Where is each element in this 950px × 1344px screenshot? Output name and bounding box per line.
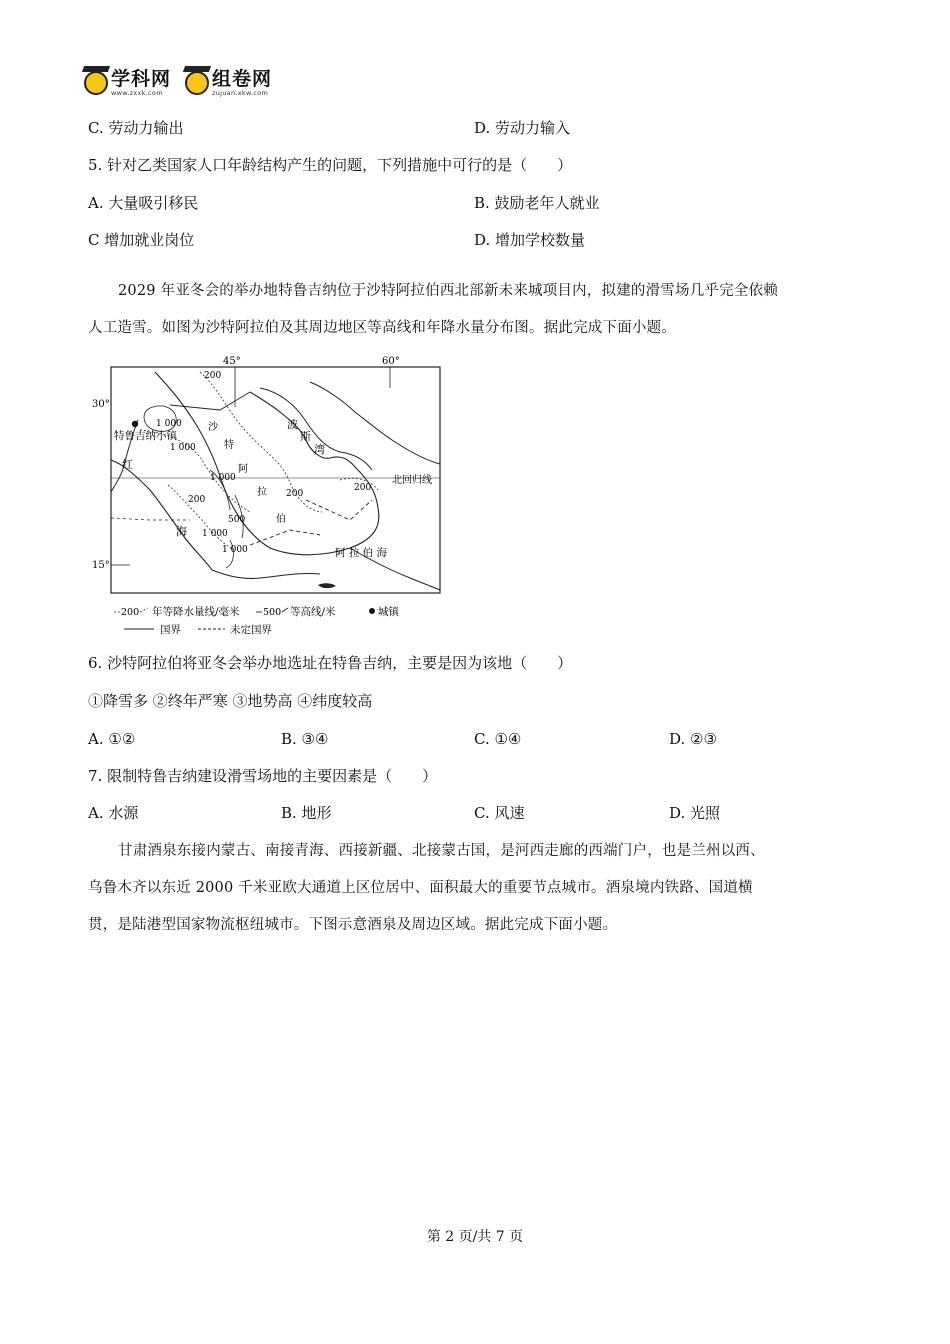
lat-label-30: 30° (92, 399, 110, 410)
persian-gulf-label-1: 波 (287, 418, 298, 431)
q6-stem: 6. 沙特阿拉伯将亚冬会举办地选址在特鲁吉纳，主要是因为该地（ ） (88, 654, 573, 672)
legend-town-icon (369, 608, 375, 614)
zxxk-logo (84, 70, 171, 97)
zxxk-logo-name: 学科网 (111, 68, 172, 90)
header-logos (84, 70, 272, 97)
zujuan-logo-url: zujuan.xkw.com (212, 89, 269, 97)
q5-option-c: C 增加就业岗位 (88, 231, 195, 249)
q4-option-d: D. 劳动力输入 (474, 119, 571, 137)
persian-gulf-label-2: 斯 (300, 430, 311, 443)
q7-option-d: D. 光照 (669, 804, 721, 822)
passage1-line2: 人工造雪。如图为沙特阿拉伯及其周边地区等高线和年降水量分布图。据此完成下面小题。 (88, 320, 676, 336)
legend-elev: 等高线/米 (290, 606, 336, 618)
legend-town: 城镇 (378, 606, 399, 618)
contour-label: 1 000 (156, 419, 182, 429)
contour-label: 500 (228, 515, 246, 525)
mascot-icon (185, 71, 209, 95)
q6-option-d: D. ②③ (669, 730, 717, 748)
town-label: 特鲁吉纳小镇 (114, 430, 177, 442)
contour-label: 200 (204, 371, 222, 381)
saudi-label-1: 沙 (208, 422, 218, 433)
map-legend (114, 605, 400, 636)
contour-label: 1 000 (222, 545, 248, 555)
contour-label: 200 (188, 495, 206, 505)
map-frame (111, 367, 440, 593)
legend-precip: 年等降水量线/毫米 (152, 606, 240, 618)
tropic-label: 北回归线 (392, 475, 432, 486)
passage2-line1: 甘肃酒泉东接内蒙古、南接青海、西接新疆、北接蒙古国，是河西走廊的西端门户，也是兰州以西、 (118, 843, 765, 859)
q6-option-b: B. ③④ (281, 730, 329, 748)
q5-stem: 5. 针对乙类国家人口年龄结构产生的问题，下列措施中可行的是（ ） (88, 156, 573, 174)
q5-option-a: A. 大量吸引移民 (88, 194, 199, 212)
legend-border: 国界 (160, 624, 181, 636)
passage2-line3: 贯，是陆港型国家物流枢纽城市。下图示意酒泉及周边区域。据此完成下面小题。 (88, 917, 618, 933)
contour-label: 1 000 (210, 473, 236, 483)
q7-option-a: A. 水源 (88, 804, 139, 822)
zujuan-logo-name: 组卷网 (212, 68, 273, 90)
town-marker (132, 421, 138, 427)
q7-stem: 7. 限制特鲁吉纳建设滑雪场地的主要因素是（ ） (88, 767, 438, 785)
lat-label-15: 15° (92, 560, 110, 571)
saudi-label-2: 特 (224, 440, 234, 451)
page-number: 第 2 页/共 7 页 (426, 1229, 524, 1245)
mascot-icon (84, 71, 108, 95)
persian-gulf-label-3: 湾 (314, 443, 325, 456)
q7-option-c: C. 风速 (474, 804, 525, 822)
legend-elev-value: 500 (263, 607, 282, 618)
q5-option-d: D. 增加学校数量 (474, 231, 586, 249)
q6-option-c: C. ①④ (474, 730, 522, 748)
passage2-line2: 乌鲁木齐以东近 2000 千米亚欧大通道上区位居中、面积最大的重要节点城市。酒泉境内铁路、国道横 (88, 880, 753, 896)
q6-items: ①降雪多 ②终年严寒 ③地势高 ④纬度较高 (88, 692, 373, 710)
saudi-label-3: 阿 (238, 464, 248, 475)
legend-precip-value: 200 (121, 607, 140, 618)
arabian-sea-label: 阿 拉 伯 海 (335, 547, 388, 559)
q5-option-b: B. 鼓励老年人就业 (474, 194, 600, 212)
lon-label-60: 60° (382, 356, 400, 367)
q6-option-a: A. ①② (88, 730, 136, 748)
saudi-label-5: 伯 (276, 514, 286, 525)
saudi-label-4: 拉 (257, 487, 267, 498)
contour-label: 200 (354, 483, 372, 493)
zxxk-logo-url: www.zxxk.com (111, 89, 163, 97)
q7-option-b: B. 地形 (281, 804, 332, 822)
q4-option-c: C. 劳动力输出 (88, 119, 184, 137)
contour-label: 200 (286, 489, 304, 499)
contour-label: 1 000 (170, 443, 196, 453)
lon-label-45: 45° (223, 356, 241, 367)
red-sea-label-1: 红 (122, 458, 133, 471)
passage1-line1: 2029 年亚冬会的举办地特鲁吉纳位于沙特阿拉伯西北部新未来城项目内，拟建的滑雪场几乎完全依赖 (118, 283, 778, 299)
legend-undetermined: 未定国界 (230, 624, 272, 636)
zujuan-logo (185, 70, 272, 97)
contour-label: 1 000 (202, 529, 228, 539)
saudi-arabia-map (92, 356, 450, 640)
red-sea-label-2: 海 (176, 525, 187, 538)
